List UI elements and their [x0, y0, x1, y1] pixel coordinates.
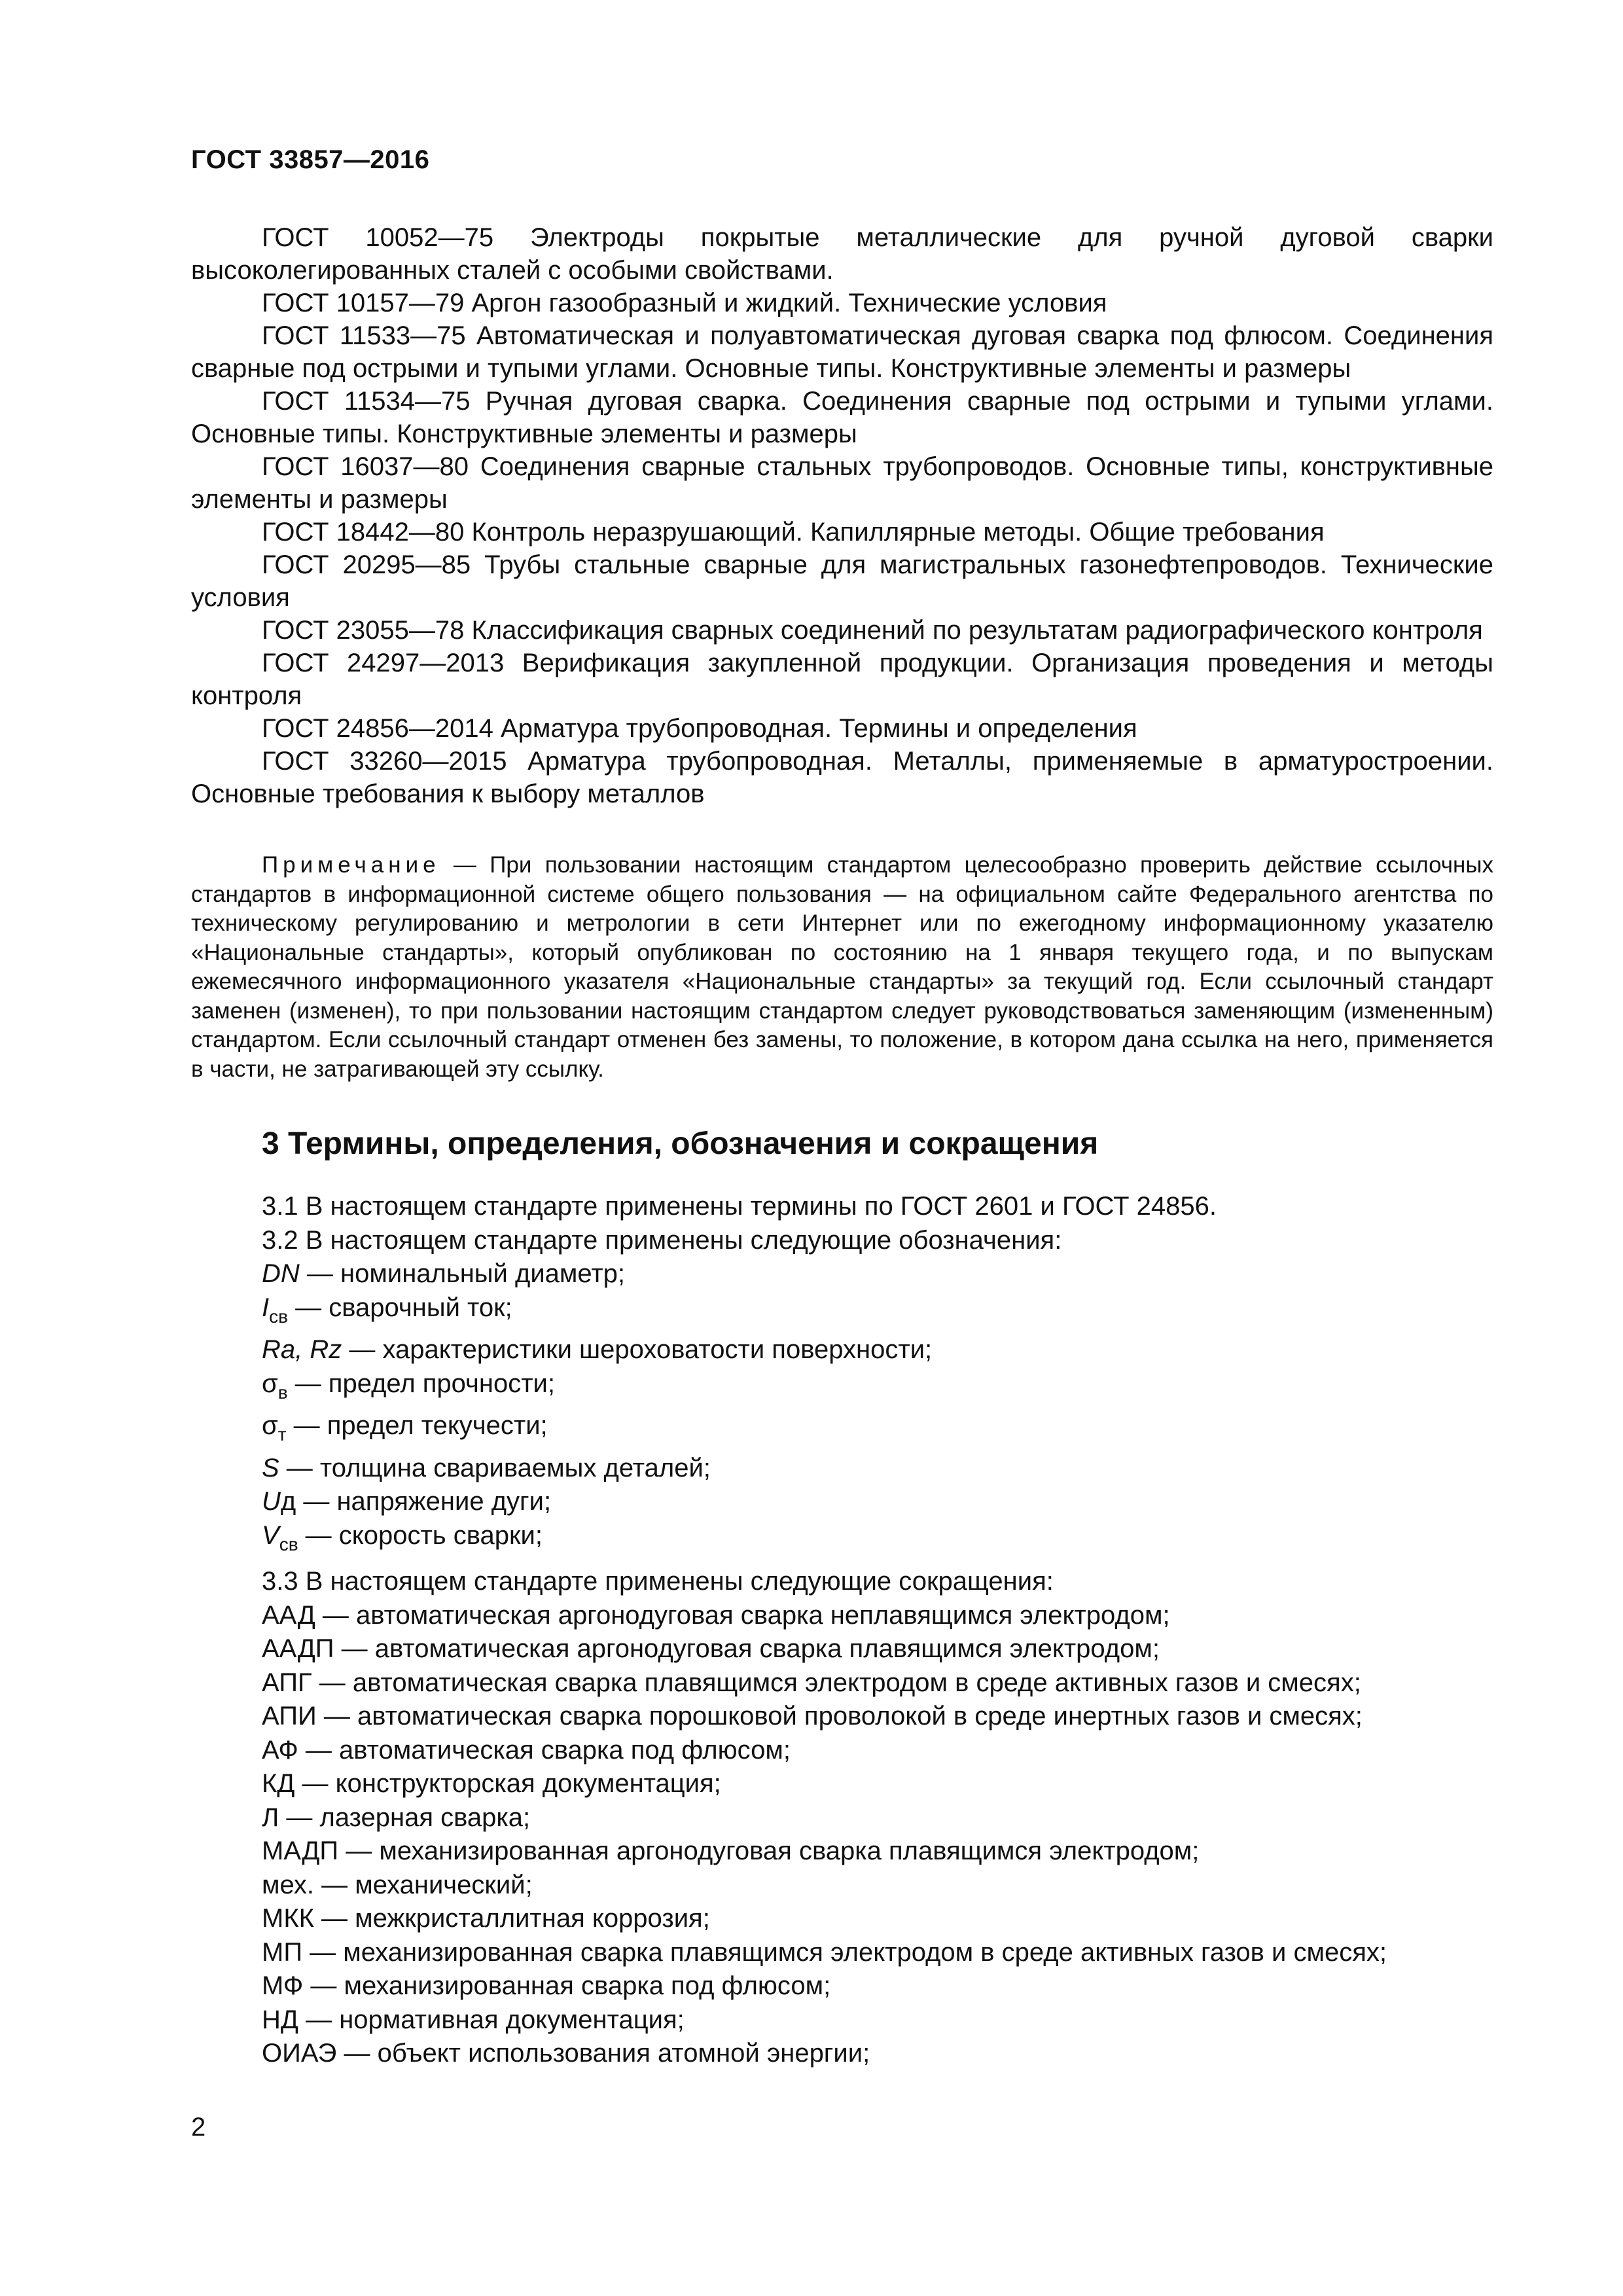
symbol-item: [262, 1257, 1505, 1291]
symbol-description: — характеристики шероховатости поверхности;: [342, 1335, 933, 1364]
section-3-body: [262, 1190, 1505, 2071]
section-3-title: 3 Термины, определения, обозначения и сокращения: [262, 1126, 1099, 1161]
normative-references: [191, 221, 1493, 810]
reference-item: ГОСТ 24297—2013 Верификация закупленной продукции. Организация проведения и методы контроля: [191, 649, 1493, 710]
symbol-description: — номинальный диаметр;: [299, 1259, 626, 1288]
abbreviation-item: МАДП — механизированная аргонодуговая сварка плавящимся электродом;: [262, 1837, 1200, 1865]
symbol-subscript: в: [277, 1382, 288, 1403]
symbol: U: [262, 1487, 281, 1516]
clause-3-3: 3.3 В настоящем стандарте применены следующие сокращения:: [262, 1567, 1054, 1596]
document-header: ГОСТ 33857—2016: [191, 145, 430, 174]
symbol-subscript: св: [279, 1534, 298, 1554]
symbol-item: [262, 1291, 1505, 1334]
symbol-item: [262, 1452, 1505, 1486]
abbreviation-item: Л — лазерная сварка;: [262, 1803, 531, 1832]
symbol-subscript: т: [277, 1424, 287, 1444]
symbol-suffix: д: [280, 1487, 296, 1516]
abbreviation-item: МФ — механизированная сварка под флюсом;: [262, 1971, 831, 2000]
reference-item: ГОСТ 11534—75 Ручная дуговая сварка. Соединения сварные под острыми и тупыми углами. Основные типы. Конструктивные элементы и размеры: [191, 387, 1493, 448]
symbol: S: [262, 1453, 279, 1482]
symbol: σ: [262, 1411, 278, 1440]
symbol-description: — сварочный ток;: [288, 1293, 512, 1322]
reference-item: ГОСТ 18442—80 Контроль неразрушающий. Капиллярные методы. Общие требования: [262, 518, 1325, 547]
reference-item: ГОСТ 20295—85 Трубы стальные сварные для магистральных газонефтепроводов. Технические условия: [191, 550, 1493, 612]
symbol-item: [262, 1333, 1505, 1367]
note-label: Примечание: [262, 852, 440, 878]
abbreviation-item: КД — конструкторская документация;: [262, 1769, 721, 1798]
symbol-description: — предел текучести;: [286, 1411, 548, 1440]
symbol: I: [262, 1293, 270, 1322]
symbol-subscript: св: [269, 1306, 288, 1327]
reference-item: ГОСТ 11533—75 Автоматическая и полуавтоматическая дуговая сварка под флюсом. Соединения сварные под острыми и тупыми углами. Основные типы. Конструктивные элементы и размеры: [191, 321, 1493, 383]
clause-3-1: 3.1 В настоящем стандарте применены термины по ГОСТ 2601 и ГОСТ 24856.: [262, 1192, 1217, 1221]
abbreviation-item: МП — механизированная сварка плавящимся электродом в среде активных газов и смесях;: [262, 1937, 1387, 1967]
abbreviation-item: АПГ — автоматическая сварка плавящимся электродом в среде активных газов и смесях;: [262, 1668, 1361, 1697]
symbol-description: — напряжение дуги;: [296, 1487, 552, 1516]
symbol: DN: [262, 1259, 300, 1288]
note-text: — При пользовании настоящим стандартом целесообразно проверить действие ссылочных стандартов в информационной системе общего пользования — на официальном сайте Федерального агентства по техническому регулированию и метрологии в сети Интернет или по ежегодному информационному указателю «Национальные стандарты», который опубликован по состоянию на 1 января текущего года, и по выпускам ежемесячного информационного указателя «Национальные стандарты» за текущий год. Если ссылочный стандарт заменен (изменен), то при пользовании настоящим стандартом следует руководствоваться заменяющим (измененным) стандартом. Если ссылочный стандарт отменен без замены, то положение, в котором дана ссылка на него, применяется в части, не затрагивающей эту ссылку.: [191, 852, 1493, 1082]
abbreviation-item: МКК — межкристаллитная коррозия;: [262, 1904, 710, 1933]
symbol-description: — толщина свариваемых деталей;: [279, 1453, 711, 1482]
reference-item: ГОСТ 33260—2015 Арматура трубопроводная. Металлы, применяемые в арматуростроении. Основные требования к выбору металлов: [191, 747, 1493, 808]
note-paragraph: [191, 851, 1493, 1084]
abbreviation-item: мех. — механический;: [262, 1870, 533, 1899]
symbol-description: — скорость сварки;: [298, 1520, 543, 1550]
abbreviation-item: ОИАЭ — объект использования атомной энергии;: [262, 2039, 870, 2068]
abbreviation-item: ААДП — автоматическая аргонодуговая сварка плавящимся электродом;: [262, 1634, 1160, 1663]
clause-3-2: 3.2 В настоящем стандарте применены следующие обозначения:: [262, 1225, 1062, 1255]
abbreviation-item: АФ — автоматическая сварка под флюсом;: [262, 1735, 791, 1765]
reference-item: ГОСТ 10052—75 Электроды покрытые металлические для ручной дуговой сварки высоколегированных сталей с особыми свойствами.: [191, 223, 1493, 285]
symbol-item: [262, 1367, 1505, 1410]
symbol: σ: [262, 1369, 278, 1398]
symbol-item: [262, 1409, 1505, 1452]
symbol-description: — предел прочности;: [287, 1369, 555, 1398]
symbol-item: [262, 1519, 1505, 1562]
page-number: 2: [191, 2113, 206, 2142]
abbreviation-item: ААД — автоматическая аргонодуговая сварка неплавящимся электродом;: [262, 1600, 1170, 1630]
reference-item: ГОСТ 23055—78 Классификация сварных соединений по результатам радиографического контроля: [262, 616, 1483, 645]
reference-item: ГОСТ 10157—79 Аргон газообразный и жидкий. Технические условия: [262, 289, 1107, 317]
abbreviation-item: АПИ — автоматическая сварка порошковой проволокой в среде инертных газов и смесях;: [262, 1702, 1363, 1731]
symbol-item: [262, 1485, 1505, 1519]
symbol: V: [262, 1520, 279, 1550]
abbreviation-item: НД — нормативная документация;: [262, 2005, 685, 2034]
reference-item: ГОСТ 16037—80 Соединения сварные стальных трубопроводов. Основные типы, конструктивные элементы и размеры: [191, 452, 1493, 514]
reference-item: ГОСТ 24856—2014 Арматура трубопроводная. Термины и определения: [262, 714, 1137, 743]
symbol: Ra, Rz: [262, 1335, 342, 1364]
